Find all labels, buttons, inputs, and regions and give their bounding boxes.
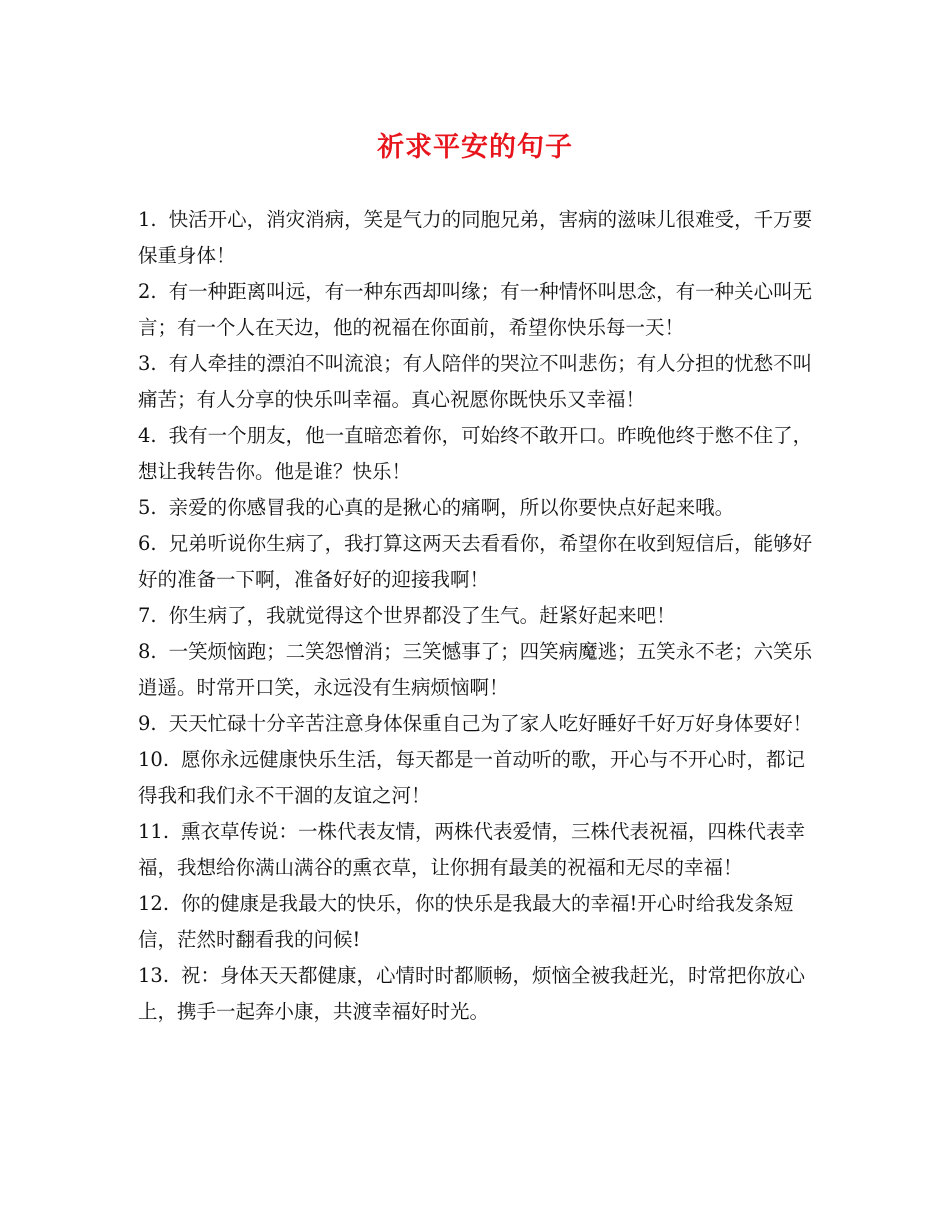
sentence-list [138,202,814,1030]
item-text: 一笑烦恼跑；二笑怨憎消；三笑憾事了；四笑病魔逃；五笑永不老；六笑乐逍遥。时常开口笑，永远没有生病烦恼啊！ [138,640,813,699]
item-number: 11. [138,820,170,843]
item-number: 3. [138,352,157,375]
item-text: 愿你永远健康快乐生活，每天都是一首动听的歌，开心与不开心时，都记得我和我们永不干涸的友谊之河！ [138,748,806,807]
list-item [138,706,814,742]
list-item [138,598,814,634]
item-text: 有一种距离叫远，有一种东西却叫缘；有一种情怀叫思念，有一种关心叫无言；有一个人在天边，他的祝福在你面前，希望你快乐每一天！ [138,280,813,339]
item-number: 13. [138,964,170,987]
list-item [138,742,814,814]
item-number: 12. [138,892,170,915]
item-number: 4. [138,424,157,447]
item-number: 1. [138,208,157,231]
list-item [138,202,814,274]
item-number: 6. [138,532,157,555]
item-text: 快活开心，消灾消病，笑是气力的同胞兄弟，害病的滋味儿很难受，千万要保重身体！ [138,208,813,267]
list-item [138,526,814,598]
item-number: 8. [138,640,157,663]
item-number: 9. [138,712,157,735]
list-item [138,490,814,526]
list-item [138,886,814,958]
item-number: 5. [138,496,157,519]
list-item [138,274,814,346]
item-number: 2. [138,280,157,303]
list-item [138,958,814,1030]
item-number: 10. [138,748,170,771]
item-text: 你生病了，我就觉得这个世界都没了生气。赶紧好起来吧！ [168,604,676,627]
item-text: 亲爱的你感冒我的心真的是揪心的痛啊，所以你要快点好起来哦。 [168,496,735,519]
item-text: 你的健康是我最大的快乐，你的快乐是我最大的幸福!开心时给我发条短信，茫然时翻看我的问候! [138,892,794,951]
item-text: 有人牵挂的漂泊不叫流浪；有人陪伴的哭泣不叫悲伤；有人分担的忧愁不叫痛苦；有人分享的快乐叫幸福。真心祝愿你既快乐又幸福！ [138,352,813,411]
item-number: 7. [138,604,157,627]
list-item [138,814,814,886]
item-text: 天天忙碌十分辛苦注意身体保重自己为了家人吃好睡好千好万好身体要好！ [168,712,813,735]
list-item [138,634,814,706]
page-title: 祈求平安的句子 [377,132,573,163]
item-text: 兄弟听说你生病了，我打算这两天去看看你，希望你在收到短信后，能够好好的准备一下啊，准备好好的迎接我啊！ [138,532,813,591]
list-item [138,346,814,418]
item-text: 祝：身体天天都健康，心情时时都顺畅，烦恼全被我赶光，时常把你放心上，携手一起奔小康，共渡幸福好时光。 [138,964,806,1023]
item-text: 我有一个朋友，他一直暗恋着你，可始终不敢开口。昨晚他终于憋不住了，想让我转告你。他是谁？快乐！ [138,424,813,483]
item-text: 熏衣草传说：一株代表友情，两株代表爱情，三株代表祝福，四株代表幸福，我想给你满山满谷的熏衣草，让你拥有最美的祝福和无尽的幸福！ [138,820,806,879]
list-item [138,418,814,490]
